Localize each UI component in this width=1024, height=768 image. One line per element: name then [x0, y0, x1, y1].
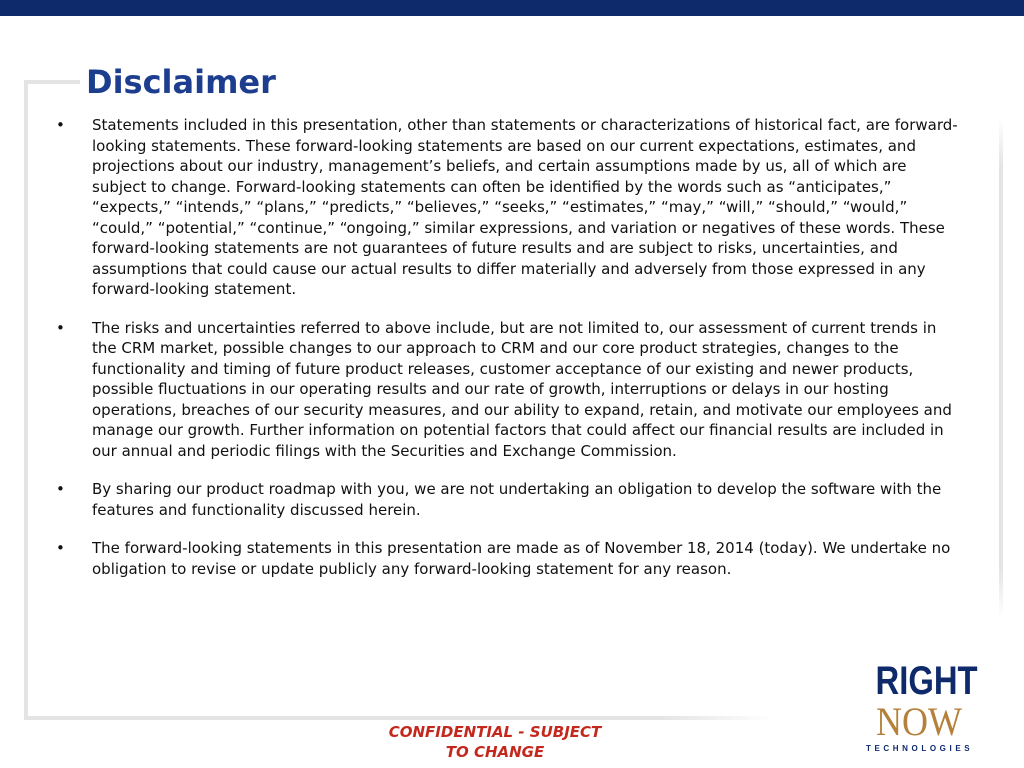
bullet-item: [56, 538, 962, 579]
frame-line-right: [999, 118, 1003, 618]
bullet-marker: •: [56, 116, 65, 134]
logo-text-right: RIGHT: [875, 659, 978, 703]
frame-line-bottom: [24, 716, 774, 720]
bullet-item: [56, 115, 962, 300]
bullet-marker: •: [56, 539, 65, 557]
bullet-item: [56, 318, 962, 462]
bullet-text: The risks and uncertainties referred to above include, but are not limited to, our assessment of current trends in the CRM market, possible changes to our approach to CRM and our core product strategies, changes to the functionality and timing of future product releases, customer acceptance of our existing and newer products, possible fluctuations in our operating results and our rate of growth, interruptions or delays in our hosting operations, breaches of our security measures, and our ability to expand, retain, and motivate our employees and manage our growth. Further information on potential factors that could affect our financial results are included in our annual and periodic filings with the Securities and Exchange Commission.: [92, 318, 952, 460]
footer-line-2: TO CHANGE: [445, 743, 545, 761]
footer-line-1: CONFIDENTIAL - SUBJECT: [388, 723, 602, 741]
bullet-marker: •: [56, 480, 65, 498]
bullet-item: [56, 479, 962, 520]
logo-text-now: NOW: [876, 699, 962, 744]
bullet-text: By sharing our product roadmap with you, we are not undertaking an obligation to develop the software with the features and functionality discussed herein.: [92, 480, 942, 519]
bullet-text: The forward-looking statements in this presentation are made as of November 18, 2014 (today). We undertake no obligation to revise or update publicly any forward-looking statement for any reason.: [92, 539, 951, 578]
company-logo: [866, 659, 978, 756]
frame-line-top: [24, 80, 80, 84]
frame-line-left: [24, 80, 28, 720]
bullet-text: Statements included in this presentation, other than statements or characterizations of historical fact, are forward-looking statements. These forward-looking statements are based on our current expectations, estimates, and projections about our industry, management’s beliefs, and certain assumptions made by us, all of which are subject to change. Forward-looking statements can often be identified by the words such as “anticipates,” “expects,” “intends,” “plans,” “predicts,” “believes,” “seeks,” “estimates,” “may,” “will,” “should,” “would,” “could,” “potential,” “continue,” “ongoing,” similar expressions, and variation or negatives of these words. These forward-looking statements are not guarantees of future results and are subject to risks, uncertainties, and assumptions that could cause our actual results to differ materially and adversely from those expressed in any forward-looking statement.: [92, 116, 958, 298]
slide-title: Disclaimer: [86, 63, 276, 101]
disclaimer-bullet-list: [56, 115, 962, 597]
bullet-marker: •: [56, 318, 65, 337]
logo-text-technologies: TECHNOLOGIES: [866, 744, 974, 753]
header-bar: [0, 0, 1024, 16]
confidential-footer: [340, 722, 650, 762]
